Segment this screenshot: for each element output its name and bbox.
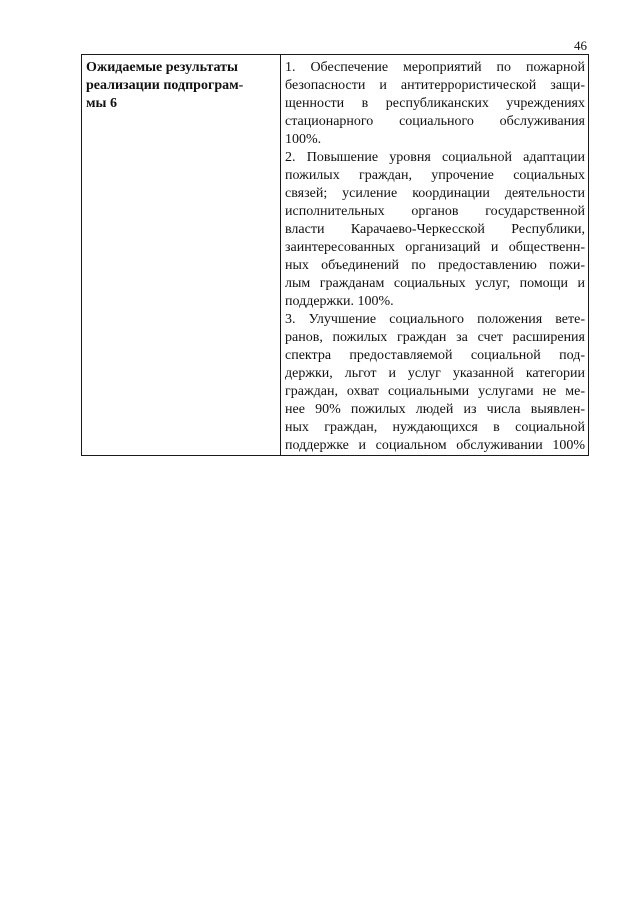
text-line: стационарного социального обслуживания (285, 114, 585, 129)
page-number: 46 (574, 38, 587, 53)
text-line: 1. Обеспечение мероприятий по пожарной (285, 60, 585, 75)
label-line: реализации подпрограм- (86, 78, 244, 93)
text-line: щенности в республиканских учреждениях (285, 96, 585, 111)
table-row (82, 55, 589, 456)
label-line: Ожидаемые результаты (86, 60, 238, 75)
text-line: 100%. (285, 132, 322, 147)
result-item-1 (285, 59, 585, 149)
text-line: нее 90% пожилых людей из числа выявлен- (285, 402, 585, 417)
text-line: спектра предоставляемой социальной под- (285, 348, 585, 363)
text-line: безопасности и антитеррористической защи- (285, 78, 585, 93)
text-line: 3. Улучшение социального положения вете- (285, 312, 585, 327)
result-item-2 (285, 149, 585, 311)
text-line: граждан, охват социальными услугами не ме- (285, 384, 585, 399)
content-cell (281, 55, 589, 456)
label-line: мы 6 (86, 96, 117, 111)
text-line: ных объединений по предоставлению пожи- (285, 258, 585, 273)
text-line: исполнительных органов государственной (285, 204, 585, 219)
text-line: ных граждан, нуждающихся в социальной (285, 420, 585, 435)
text-line: пожилых граждан, упрочение социальных (285, 168, 585, 183)
text-line: ранов, пожилых граждан за счет расширения (285, 330, 585, 345)
text-line: заинтересованных организаций и общественн- (285, 240, 585, 255)
text-line: власти Карачаево-Черкесской Республики, (285, 222, 585, 237)
text-line: лым гражданам социальных услуг, помощи и (285, 276, 585, 291)
result-item-3 (285, 311, 585, 455)
label-cell (82, 55, 281, 456)
results-table (81, 54, 589, 456)
text-line: поддержки. 100%. (285, 294, 394, 309)
text-line: связей; усиление координации деятельности (285, 186, 585, 201)
text-line: 2. Повышение уровня социальной адаптации (285, 150, 585, 165)
text-line: поддержке и социальном обслуживании 100% (285, 438, 585, 453)
text-line: держки, льгот и услуг указанной категории (285, 366, 585, 381)
